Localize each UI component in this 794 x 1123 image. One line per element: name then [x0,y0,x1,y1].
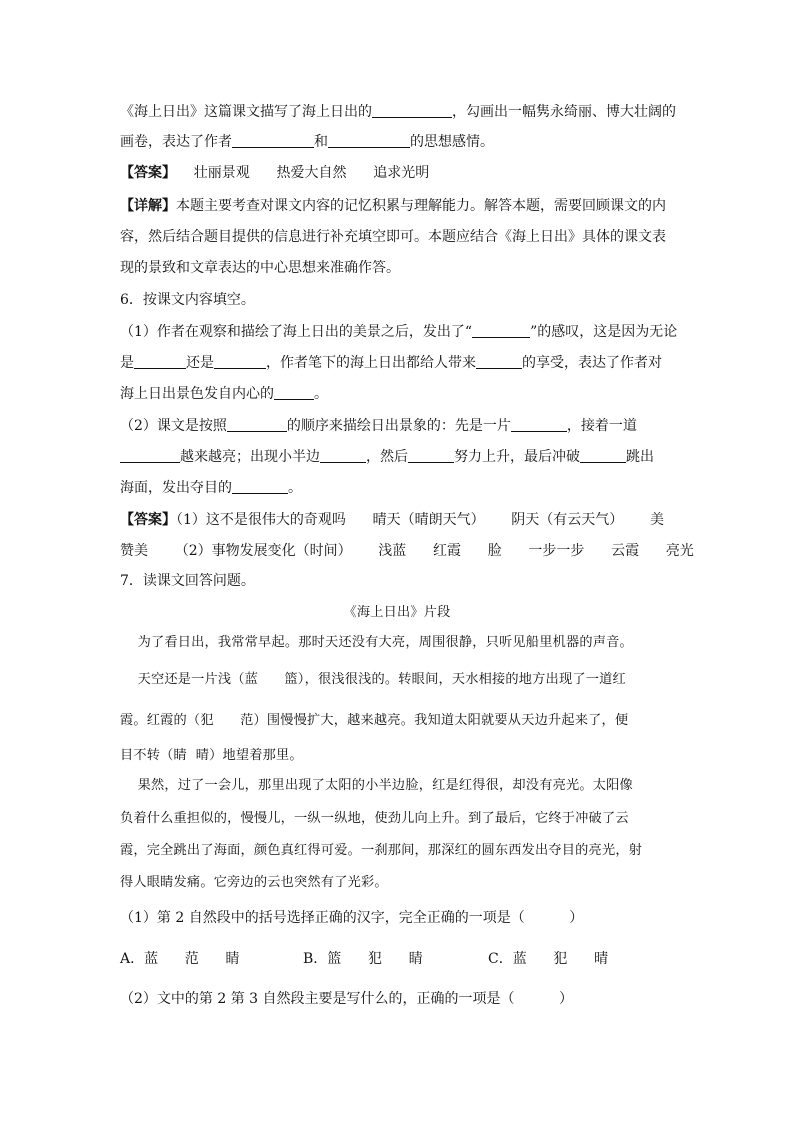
option-c[interactable]: C．蓝 犯 晴 [488,951,609,967]
passage-line: 目不转（睛 晴）地望着那里。 [120,748,303,763]
q5-detail-line-3: 现的景致和文章表达的中心思想来准确作答。 [120,260,400,276]
fill-blank[interactable] [511,417,567,432]
fill-blank[interactable] [320,448,366,463]
q7-title: 7．读课文回答问题。 [120,573,255,589]
fill-blank[interactable] [328,133,410,148]
q6-part2-line-2: 越来越亮；出现小半边 ，然后 努力上升，最后冲破 跳出 [120,447,680,467]
q5-detail-line-1: 【详解】本题主要考查对课文内容的记忆积累与理解能力。解答本题，需要回顾课文的内 [120,198,666,214]
fill-blank[interactable] [232,479,288,494]
fill-blank[interactable] [232,133,314,148]
q7-sub-question-1: （1）第 2 自然段中的括号选择正确的汉字，完全正确的一项是（ ） [120,910,584,926]
option-b[interactable]: B．篮 犯 睛 [303,951,423,967]
q6-title: 6．按课文内容填空。 [120,292,255,308]
passage-line: 霞，完全跳出了海面，颜色真红得可爱。一刹那间，那深红的圆东西发出夺目的亮光，射 [120,843,643,858]
q5-line-2: 画卷，表达了作者 和 的思想感情。 [120,134,494,150]
fill-blank[interactable] [120,448,180,463]
passage-title: 《海上日出》片段 [343,605,451,620]
passage-line: 果然，过了一会儿，那里出现了太阳的小半边脸，红是红得很，却没有亮光。太阳像 [120,778,633,793]
fill-blank[interactable] [372,103,452,118]
passage-line: 天空还是一片浅（蓝 篮），很浅很浅的。转眼间，天水相接的地方出现了一道红 [120,672,626,687]
q7-sub-question-2: （2）文中的第 2 第 3 自然段主要是写什么的，正确的一项是（ ） [120,991,574,1007]
q6-answer-line-2: 赞美 （2）事物发展变化（时间） 浅蓝 红霞 脸 一步一步 云霞 亮光 [120,543,694,559]
q6-part1-line-3: 海上日出景色发自内心的 。 [120,386,328,402]
answer-label: 【答案】 [120,512,176,528]
fill-blank[interactable] [472,323,530,338]
passage-line: 负着什么重担似的，慢慢儿，一纵一纵地，使劲儿向上升。到了最后，它终于冲破了云 [120,811,629,826]
fill-blank[interactable] [274,385,314,400]
q6-part2-line-3: 海面，发出夺目的 。 [120,480,302,496]
detail-label: 【详解】 [120,198,176,214]
q5-answer: 【答案】 壮丽景观 热爱大自然 追求光明 [120,165,430,181]
fill-blank[interactable] [134,354,186,369]
q6-part1-line-1: （1）作者在观察和描绘了海上日出的美景之后，发出了“ ”的感叹，这是因为无论 [120,324,678,340]
passage-line: 霞。红霞的（犯 范）围慢慢扩大，越来越亮。我知道太阳就要从天边升起来了，便 [120,713,629,728]
q6-part2-line-1: （2）课文是按照 的顺序来描绘日出景象的：先是一片 ，接着一道 [120,418,637,434]
q5-line-1: 《海上日出》这篇课文描写了海上日出的 ，勾画出一幅隽永绮丽、博大壮阔的 [120,104,676,120]
fill-blank[interactable] [580,448,626,463]
q6-part1-line-2: 是 还是 ，作者笔下的海上日出都给人带来 的享受，表达了作者对 [120,355,662,371]
fill-blank[interactable] [476,354,522,369]
q6-answer-line-1: 【答案】（1）这不是很伟大的奇观吗 晴天（晴朗天气） 阴天（有云天气） 美 [120,512,665,528]
q5-detail-line-2: 容，然后结合题目提供的信息进行补充填空即可。本题应结合《海上日出》具体的课文表 [120,229,666,245]
passage-line: 得人眼睛发痛。它旁边的云也突然有了光彩。 [120,875,388,890]
passage-line: 为了看日出，我常常早起。那时天还没有大亮，周围很静，只听见船里机器的声音。 [120,635,633,650]
option-a[interactable]: A．蓝 范 睛 [120,951,240,967]
fill-blank[interactable] [408,448,454,463]
fill-blank[interactable] [214,354,266,369]
fill-blank[interactable] [227,417,287,432]
answer-label: 【答案】 [120,165,176,181]
